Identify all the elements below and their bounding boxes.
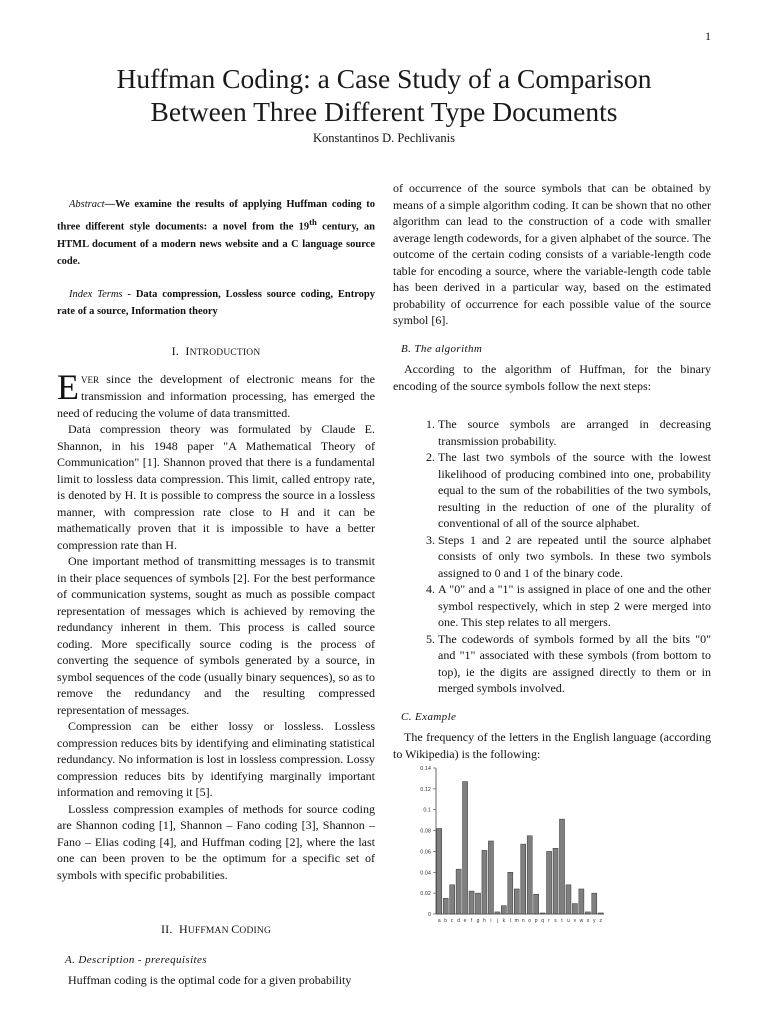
abstract [57, 196, 375, 271]
x-tick-label: y [593, 918, 596, 924]
algorithm-steps [393, 416, 711, 697]
x-tick-label: z [599, 918, 603, 924]
drop-cap-rest: VER [81, 374, 99, 385]
section2-initial: H [178, 922, 188, 937]
x-tick-label: b [444, 918, 448, 924]
bar [521, 844, 526, 914]
y-tick-label: 0.02 [420, 891, 431, 898]
x-tick-label: j [496, 918, 498, 924]
description-paragraph-cont: of occurrence of the source symbols that can be obtained by means of a simple algorithm coding. It can be shown that no other algorithm can lead to the construction of a code with smaller average length codewords, for a given alphabet of the source. The outcome of the certain coding consists of a variable-length code table for encoding a source, where the variable-length code table has been derived in a particular way, based on the estimated probability of occurrence for each possible value of the source symbol [6]. [393, 181, 711, 327]
y-tick-label: 0.06 [420, 849, 431, 856]
bar [592, 893, 597, 914]
bar [443, 898, 448, 914]
y-tick-label: 0.12 [420, 786, 431, 793]
intro-paragraph-2: Data compression theory was formulated by Claude E. Shannon, in his 1948 paper "A Mathematical Theory of Communication" [1]. Shannon proved that there is a fundamental limit to lossless data compression. This limit, called entropy rate, is denoted by H. It is possible to compress the source in a lossless manner, with compression rate close to H and it can be mathematically proven that it is impossible to have a better compression rate than H. [57, 422, 375, 552]
section2-initial2: C [231, 922, 240, 937]
algorithm-step: 4. A "0" and a "1" is assigned in place of one and the other symbol respectively, which in step 2 were merged into one. This step relates to all mergers. [438, 581, 711, 631]
x-tick-label: c [450, 918, 454, 924]
x-tick-label: h [483, 918, 486, 924]
letter-frequency-chart [410, 762, 610, 932]
author: Konstantinos D. Pechlivanis [312, 131, 455, 145]
description-paragraph-start: Huffman coding is the optimal code for a given probability [68, 973, 352, 988]
x-tick-label: k [502, 918, 506, 924]
x-tick-label: w [579, 918, 584, 924]
algorithm-intro: According to the algorithm of Huffman, for the binary encoding of the source symbols follow the next steps: [393, 362, 711, 393]
y-tick-label: 0.14 [420, 766, 431, 772]
section-heading-introduction [57, 343, 375, 362]
paper-title [0, 62, 768, 128]
x-tick-label: t [561, 918, 563, 924]
x-tick-label: p [534, 918, 538, 924]
bar [482, 850, 487, 914]
bar [572, 904, 577, 914]
intro-paragraph-1 [57, 366, 375, 422]
section-number: I. [171, 344, 179, 359]
bar [585, 912, 590, 914]
bar [553, 848, 558, 914]
intro-p1-text: since the development of electronic means for the transmission and information processing, has emerged the need of reducing the volume of data transmitted. [57, 371, 375, 420]
algorithm-step: 3. Steps 1 and 2 are repeated until the source alphabet consists of only two symbols. In these two symbols assigned to 0 and 1 of the binary code. [438, 532, 711, 582]
bar [559, 819, 564, 914]
bar [475, 893, 480, 914]
abstract-lead: Abstract [69, 199, 105, 210]
section-rest: NTRODUCTION [189, 348, 261, 359]
section-heading-huffman [57, 921, 375, 940]
bar [534, 894, 539, 914]
x-tick-label: i [490, 918, 492, 924]
x-tick-label: u [567, 918, 570, 924]
bar [488, 841, 493, 914]
left-column [57, 190, 375, 989]
intro-paragraph-3: One important method of transmitting messages is to transmit in their place sequences of symbols [2]. For the best performance of communication systems, sought as much as possible compact representation of messages which is achieved by removing the redundancy inherent in them. This process is called source coding. More specifically source coding is the process of converting the sequence of symbols generated by a source, in symbol sequences of the code (usually binary sequences), so as to remove the redundancy and the resulting compressed representation of messages. [57, 554, 375, 717]
section-initial: I [185, 344, 190, 359]
x-tick-label: l [509, 918, 511, 924]
algorithm-step: 5. The codewords of symbols formed by all the bits "0" and "1" associated with these symbols (from bottom to top), ie the digits are assigned directly to them or in merged symbols involved. [438, 631, 711, 697]
intro-paragraph-5: Lossless compression examples of methods for source coding are Shannon coding [1], Shannon – Fano coding [3], Shannon – Fano – Elias coding [4], and Huffman coding [2], where the last one can been proven to be the optimum for a specific set of symbols with specific probabilities. [57, 801, 375, 882]
bar [540, 913, 545, 914]
subsection-b-heading: B. The algorithm [401, 342, 483, 355]
bar [508, 872, 513, 914]
x-tick-label: d [457, 918, 461, 924]
bar [469, 891, 474, 914]
x-tick-label: v [573, 918, 577, 924]
algorithm-step: 2. The last two symbols of the source with the lowest likelihood of producing combined into one, probability equal to the sum of the robabilities of the two symbols, resulting in the reduction of one of the plurality of conventional of all of the source alphabet. [438, 449, 711, 532]
index-terms-text: - Data compression, Lossless source coding, Entropy rate of a source, Information theory [57, 288, 376, 318]
section2-number: II. [160, 922, 173, 937]
x-tick-label: m [514, 918, 519, 924]
bar [501, 906, 506, 914]
index-terms-lead: Index Terms [69, 288, 123, 300]
page-number: 1 [705, 29, 711, 43]
x-tick-label: e [463, 918, 467, 924]
bar [495, 912, 500, 914]
chart-svg [410, 762, 610, 932]
subsection-a-heading: A. Description - prerequisites [65, 953, 207, 966]
bar [437, 828, 442, 914]
subsection-c-heading: C. Example [401, 710, 457, 723]
bar [456, 869, 461, 914]
y-tick-label: 0 [427, 912, 431, 918]
x-tick-label: r [548, 918, 550, 924]
x-tick-label: g [476, 918, 480, 924]
example-paragraph: The frequency of the letters in the English language (according to Wikipedia) is the following: [393, 730, 711, 761]
title-line-1: Huffman Coding: a Case Study of a Comparison [116, 63, 652, 94]
abstract-text-end: century, an HTML document of a modern news website and a C language source code. [57, 221, 375, 268]
drop-cap: E [57, 366, 79, 407]
x-tick-label: a [437, 918, 441, 924]
bar [450, 885, 455, 914]
x-tick-label: o [528, 918, 532, 924]
intro-paragraph-4: Compression can be either lossy or lossless. Lossless compression reduces bits by identifying and eliminating statistical redundancy. No information is lost in lossless compression. Lossy compression reduces bits by identifying marginally important information and removing it [5]. [57, 719, 375, 800]
bar [463, 782, 468, 914]
bar [527, 836, 532, 914]
bar [514, 889, 519, 914]
abstract-text: —We examine the results of applying Huffman coding to three different style documents: a novel from the 19 [57, 199, 375, 233]
y-tick-label: 0.08 [420, 828, 431, 835]
section2-rest2: ODING [239, 926, 272, 937]
y-tick-label: 0.04 [420, 870, 431, 877]
bar [579, 889, 584, 914]
bar [566, 885, 571, 914]
x-tick-label: q [541, 918, 545, 924]
y-tick-label: 0.1 [423, 807, 431, 814]
algorithm-step: 1. The source symbols are arranged in decreasing transmission probability. [438, 416, 711, 449]
index-terms [57, 286, 375, 321]
x-tick-label: s [554, 918, 557, 924]
x-tick-label: f [470, 918, 473, 924]
abstract-sup: th [309, 216, 317, 227]
section2-rest: UFFMAN [187, 926, 232, 937]
bar [598, 913, 603, 914]
right-column [393, 180, 711, 762]
bar [547, 851, 552, 914]
x-tick-label: x [586, 918, 590, 924]
x-tick-label: n [521, 918, 525, 924]
title-line-2: Between Three Different Type Documents [150, 96, 618, 127]
